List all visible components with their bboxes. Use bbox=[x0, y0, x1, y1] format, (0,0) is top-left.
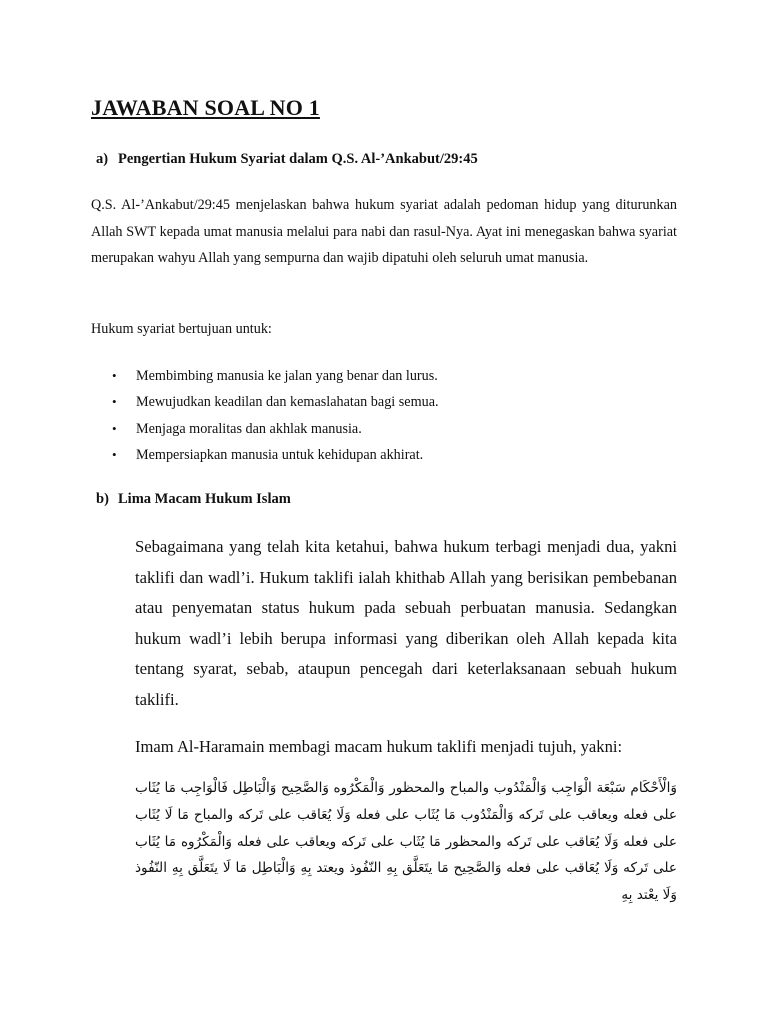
section-a-title: Pengertian Hukum Syariat dalam Q.S. Al-’Ankabut/29:45 bbox=[118, 151, 478, 167]
section-b-heading bbox=[96, 491, 291, 508]
section-a-marker: a) bbox=[96, 151, 109, 167]
list-item: • Menjaga moralitas dan akhlak manusia. bbox=[112, 420, 362, 437]
section-a-paragraph: Q.S. Al-’Ankabut/29:45 menjelaskan bahwa hukum syariat adalah pedoman hidup yang diturunkan Allah SWT kepada umat manusia melalui para nabi dan rasul-Nya. Ayat ini menegaskan bahwa syariat merupakan wahyu Allah yang sempurna dan wajib dipatuhi oleh seluruh umat manusia. bbox=[91, 197, 677, 266]
section-a-intro: Hukum syariat bertujuan untuk: bbox=[91, 321, 272, 337]
arabic-text: وَالْأَحْكَام سَبْعَة الْوَاجِب وَالْمَنْدُوب والمباح والمحظور وَالْمَكْرُوه وَالصَّحِيح وَالْبَاطِل فَالْوَاجِب مَا يُثَاب على فعله ويعاقب على تَركه وَالْمَنْدُوب مَا يُثَاب على فعله وَلَا يُعَاقب على تَركه والمباح مَا لَا يُثَاب على فعله وَلَا يُعَاقب على تَركه والمحظور مَا يُثَاب على تَركه ويعاقب على فعله وَالْمَكْرُوه مَا يُثَاب على تَركه وَلَا يُعَاقب على فعله وَالصَّحِيح مَا يتَعَلَّق بِهِ النّفُوذ ويعتد بِهِ وَالْبَاطِل مَا لَا يتَعَلَّق بِهِ النّفُوذ وَلَا يعْتد بِهِ bbox=[135, 780, 677, 904]
section-a-heading bbox=[96, 151, 478, 168]
purpose-list bbox=[112, 366, 672, 471]
section-b-marker: b) bbox=[96, 491, 109, 507]
bullet-icon: • bbox=[112, 446, 117, 462]
bullet-icon: • bbox=[112, 368, 117, 383]
bullet-icon: • bbox=[112, 420, 117, 436]
bullet-icon: • bbox=[112, 394, 117, 410]
section-b-paragraph-1: Sebagaimana yang telah kita ketahui, bahwa hukum terbagi menjadi dua, yakni taklifi dan wadl’i. Hukum taklifi ialah khithab Allah yang berisikan pembebanan atau penyematan status hukum pada sebuah perbuatan manusia. Sedangkan hukum wadl’i lebih berupa informasi yang diberikan oleh Allah kepada kita tentang syarat, sebab, ataupun pencegah dari keterlaksanaan sebuah hukum taklifi. bbox=[135, 537, 677, 709]
section-b-paragraph-2: Imam Al-Haramain membagi macam hukum taklifi menjadi tujuh, yakni: bbox=[135, 737, 623, 756]
page-title: JAWABAN SOAL NO 1 bbox=[91, 95, 320, 120]
list-item: • Membimbing manusia ke jalan yang benar dan lurus. bbox=[112, 368, 438, 384]
list-item: • Mewujudkan keadilan dan kemaslahatan bagi semua. bbox=[112, 394, 439, 411]
list-item: • Mempersiapkan manusia untuk kehidupan akhirat. bbox=[112, 446, 424, 463]
section-b-title: Lima Macam Hukum Islam bbox=[118, 491, 291, 507]
